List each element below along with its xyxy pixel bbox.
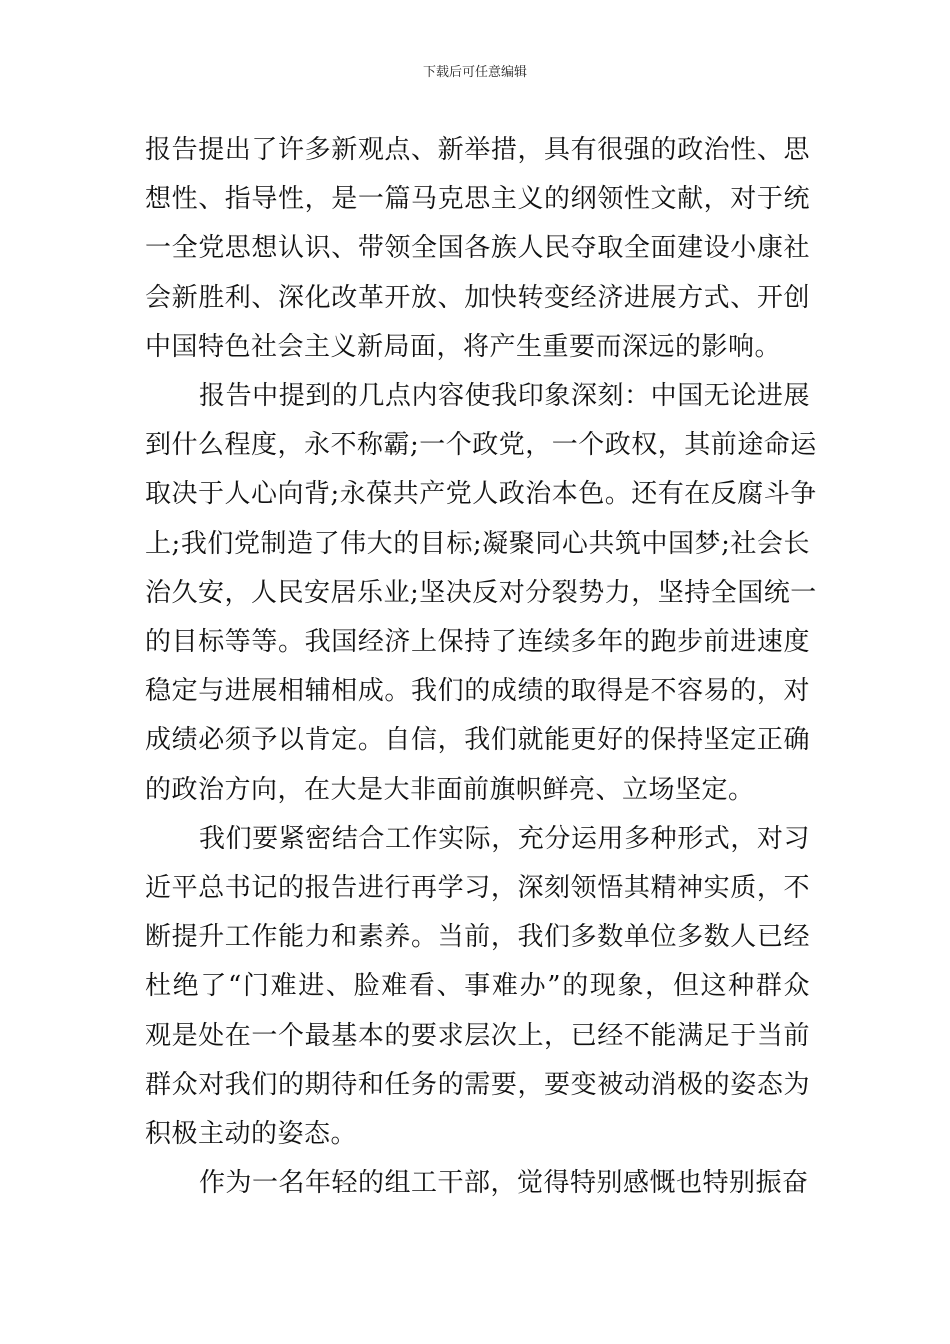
document-body <box>145 126 817 1208</box>
text-line: 杜绝了“门难进、脸难看、事难办”的现象，但这种群众 <box>145 971 810 1002</box>
text-line: 上;我们党制造了伟大的目标;凝聚同心共筑中国梦;社会长 <box>145 528 810 559</box>
text-line: 治久安，人民安居乐业;坚决反对分裂势力，坚持全国统一 <box>145 577 817 608</box>
text-line: 一全党思想认识、带领全国各族人民夺取全面建设小康社 <box>145 233 810 264</box>
text-line: 观是处在一个最基本的要求层次上，已经不能满足于当前 <box>145 1020 810 1051</box>
paragraph <box>145 126 810 372</box>
text-line: 积极主动的姿态。 <box>145 1119 358 1150</box>
paragraph <box>145 1159 810 1208</box>
text-line: 到什么程度，永不称霸;一个政党，一个政权，其前途命运 <box>145 430 817 461</box>
text-line: 取决于人心向背;永葆共产党人政治本色。还有在反腐斗争 <box>145 479 817 510</box>
text-line: 断提升工作能力和素养。当前，我们多数单位多数人已经 <box>145 922 810 953</box>
text-line: 报告中提到的几点内容使我印象深刻：中国无论进展 <box>199 381 810 412</box>
text-line: 报告提出了许多新观点、新举措，具有很强的政治性、思 <box>145 135 810 165</box>
text-line: 中国特色社会主义新局面，将产生重要而深远的影响。 <box>145 331 782 362</box>
text-line: 成绩必须予以肯定。自信，我们就能更好的保持坚定正确 <box>145 725 810 756</box>
page-header: 下载后可任意编辑 <box>422 65 527 80</box>
text-line: 会新胜利、深化改革开放、加快转变经济进展方式、开创 <box>145 282 810 313</box>
text-line: 近平总书记的报告进行再学习，深刻领悟其精神实质，不 <box>145 873 810 904</box>
paragraph <box>145 815 810 1159</box>
text-line: 作为一名年轻的组工干部，觉得特别感慨也特别振奋 <box>199 1168 809 1199</box>
paragraph <box>145 372 817 815</box>
text-line: 稳定与进展相辅相成。我们的成绩的取得是不容易的，对 <box>145 676 810 707</box>
text-line: 想性、指导性，是一篇马克思主义的纲领性文献，对于统 <box>145 184 810 215</box>
text-line: 我们要紧密结合工作实际，充分运用多种形式，对习 <box>199 823 810 854</box>
text-line: 群众对我们的期待和任务的需要，要变被动消极的姿态为 <box>145 1069 810 1100</box>
text-line: 的目标等等。我国经济上保持了连续多年的跑步前进速度 <box>145 627 810 658</box>
text-line: 的政治方向，在大是大非面前旗帜鲜亮、立场坚定。 <box>145 774 755 805</box>
